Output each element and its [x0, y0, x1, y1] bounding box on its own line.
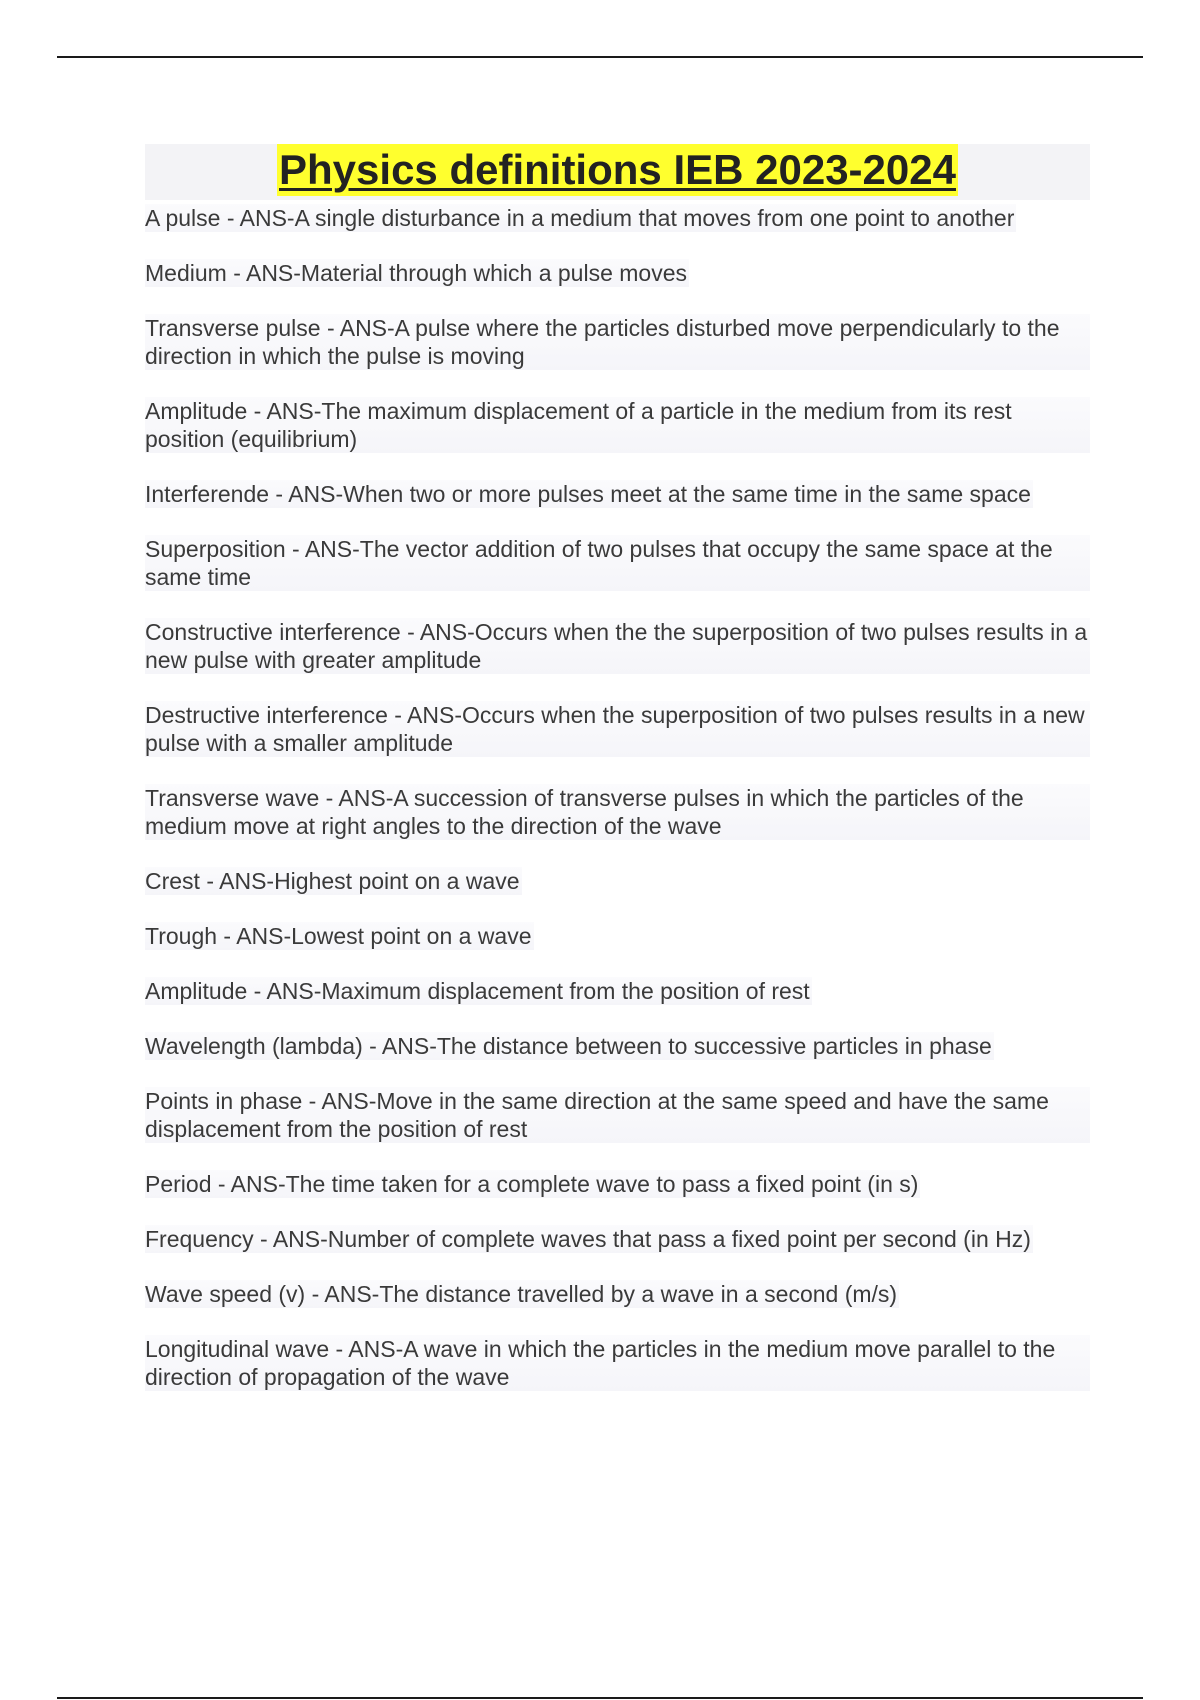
definition-item: Frequency - ANS-Number of complete waves that pass a fixed point per second (in Hz) [145, 1226, 1031, 1252]
document-body [145, 144, 1090, 1418]
top-divider [57, 56, 1143, 58]
definition-item: Constructive interference - ANS-Occurs when the the superposition of two pulses results in a new pulse with greater amplitude [145, 618, 1090, 674]
definition-item: Trough - ANS-Lowest point on a wave [145, 923, 532, 949]
definition-item: Points in phase - ANS-Move in the same direction at the same speed and have the same displacement from the position of rest [145, 1087, 1090, 1143]
definition-item: Amplitude - ANS-The maximum displacement of a particle in the medium from its rest position (equilibrium) [145, 397, 1090, 453]
title-bar [145, 144, 1090, 200]
definition-item: Wavelength (lambda) - ANS-The distance between to successive particles in phase [145, 1033, 992, 1059]
definition-item: Medium - ANS-Material through which a pulse moves [145, 260, 688, 286]
bottom-divider [57, 1697, 1143, 1699]
definition-item: Amplitude - ANS-Maximum displacement from the position of rest [145, 978, 810, 1004]
definition-item: Period - ANS-The time taken for a complete wave to pass a fixed point (in s) [145, 1171, 919, 1197]
definition-item: A pulse - ANS-A single disturbance in a medium that moves from one point to another [145, 205, 1015, 231]
definition-item: Superposition - ANS-The vector addition of two pulses that occupy the same space at the same time [145, 535, 1090, 591]
document-title: Physics definitions IEB 2023-2024 [277, 144, 958, 196]
definition-item: Transverse pulse - ANS-A pulse where the particles disturbed move perpendicularly to the direction in which the pulse is moving [145, 314, 1090, 370]
definition-item: Destructive interference - ANS-Occurs when the superposition of two pulses results in a new pulse with a smaller amplitude [145, 701, 1090, 757]
definition-item: Interferende - ANS-When two or more pulses meet at the same time in the same space [145, 481, 1031, 507]
definition-item: Crest - ANS-Highest point on a wave [145, 868, 520, 894]
definition-list [145, 204, 1090, 1391]
definition-item: Wave speed (v) - ANS-The distance travelled by a wave in a second (m/s) [145, 1281, 898, 1307]
definition-item: Transverse wave - ANS-A succession of transverse pulses in which the particles of the medium move at right angles to the direction of the wave [145, 784, 1090, 840]
definition-item: Longitudinal wave - ANS-A wave in which the particles in the medium move parallel to the direction of propagation of the wave [145, 1335, 1090, 1391]
